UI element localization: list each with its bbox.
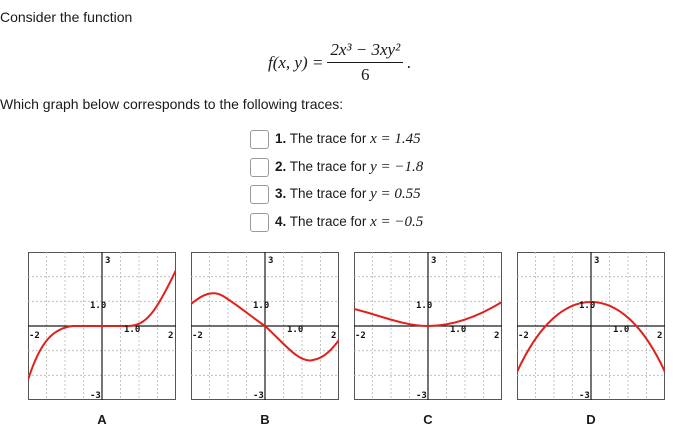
formula-trailing: .: [407, 52, 412, 72]
tick-x-right: 2: [494, 331, 500, 341]
trace-label: The trace for: [289, 131, 367, 147]
trace-number: 2.: [275, 158, 287, 174]
trace-3-checkbox[interactable]: [250, 185, 269, 204]
trace-2-checkbox[interactable]: [250, 158, 269, 177]
trace-item: [250, 154, 423, 182]
formula-denominator: 6: [361, 65, 370, 84]
tick-y-top: 3: [594, 256, 600, 266]
tick-y-bottom: -3: [579, 391, 590, 400]
tick-x-left: -2: [29, 331, 40, 341]
trace-item: [250, 209, 423, 237]
tick-y-top: 3: [105, 256, 111, 266]
tick-one-x: 1.0: [287, 325, 304, 335]
function-formula: [268, 40, 411, 85]
trace-number: 1.: [275, 131, 287, 147]
tick-x-right: 2: [331, 331, 337, 341]
tick-x-left: -2: [518, 331, 529, 341]
tick-one-x: 1.0: [124, 325, 141, 335]
graph-c-plot: [354, 252, 502, 400]
graph-c[interactable]: [354, 252, 502, 400]
graph-d[interactable]: [517, 252, 665, 400]
trace-number: 3.: [275, 186, 287, 202]
tick-x-right: 2: [168, 331, 174, 341]
trace-math: y = 0.55: [370, 186, 421, 203]
tick-one-x: 1.0: [613, 325, 630, 335]
graph-d-letter: D: [586, 412, 596, 427]
tick-y-bottom: -3: [90, 391, 101, 400]
graph-a[interactable]: [28, 252, 176, 400]
tick-x-right: 2: [657, 331, 663, 341]
question-text: Which graph below corresponds to the following traces:: [0, 96, 344, 112]
trace-4-text: [275, 214, 423, 231]
tick-one-y: 1.0: [253, 301, 270, 311]
trace-item: [250, 181, 423, 209]
trace-1-text: [275, 131, 421, 148]
formula-numerator: 2x³ − 3xy²: [327, 40, 403, 63]
tick-y-top: 3: [431, 256, 437, 266]
trace-4-checkbox[interactable]: [250, 213, 269, 232]
graph-b[interactable]: [191, 252, 339, 400]
trace-item: [250, 126, 423, 154]
graph-a-plot: [28, 252, 176, 400]
formula-lhs: f(x, y) =: [268, 52, 324, 72]
trace-label: The trace for: [289, 158, 367, 174]
tick-x-left: -2: [192, 331, 203, 341]
intro-text: Consider the function: [0, 9, 133, 25]
graph-b-letter: B: [260, 412, 270, 427]
trace-math: y = −1.8: [370, 158, 424, 175]
graph-c-letter: C: [423, 412, 433, 427]
graph-a-letter: A: [97, 412, 107, 427]
trace-3-text: [275, 186, 421, 203]
tick-one-x: 1.0: [450, 325, 467, 335]
tick-x-left: -2: [355, 331, 366, 341]
trace-number: 4.: [275, 213, 287, 229]
trace-list: [250, 126, 423, 236]
graph-b-plot: [191, 252, 339, 400]
trace-1-checkbox[interactable]: [250, 130, 269, 149]
graph-d-plot: [517, 252, 665, 400]
trace-2-text: [275, 159, 423, 176]
tick-one-y: 1.0: [416, 301, 433, 311]
trace-label: The trace for: [289, 186, 367, 202]
tick-y-bottom: -3: [416, 391, 427, 400]
formula-fraction: [327, 40, 403, 85]
tick-y-bottom: -3: [253, 391, 264, 400]
tick-one-y: 1.0: [90, 301, 107, 311]
trace-math: x = −0.5: [370, 213, 424, 230]
trace-label: The trace for: [289, 213, 367, 229]
tick-one-y: 1.0: [579, 301, 596, 311]
trace-math: x = 1.45: [370, 131, 421, 148]
tick-y-top: 3: [268, 256, 274, 266]
